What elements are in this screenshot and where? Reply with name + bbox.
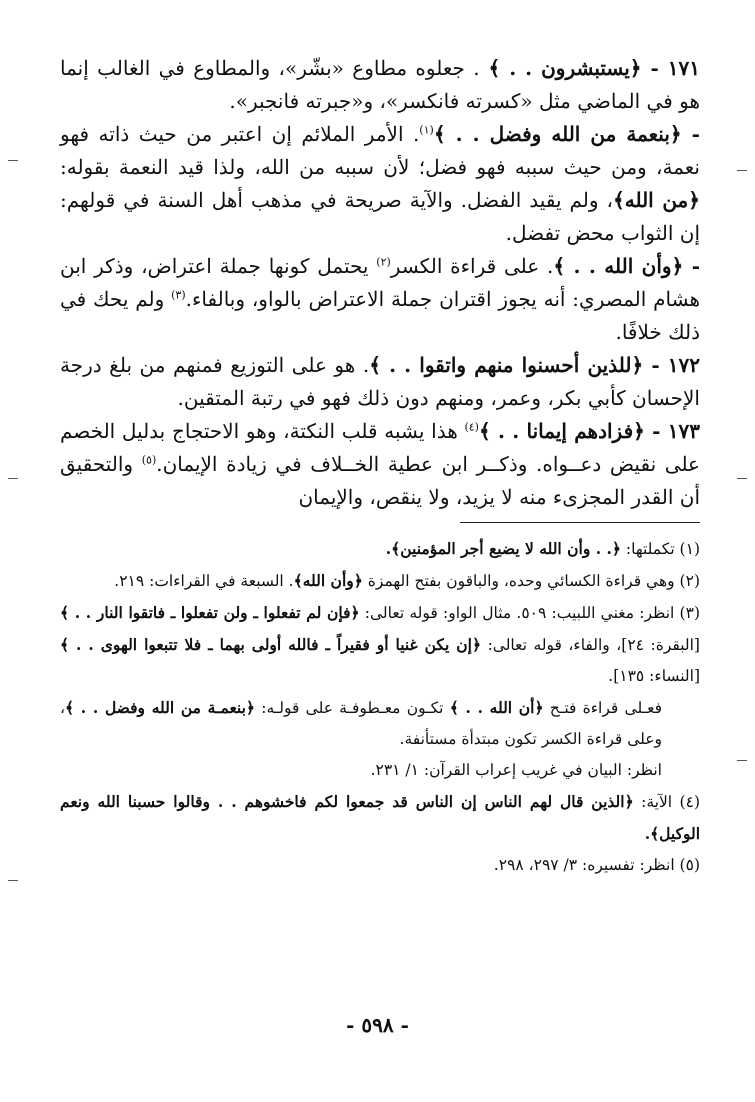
verse-quote: ﴿الذين قال لهم الناس إن الناس قد جمعوا لكم فاخشوهم . . وقالوا حسبنا الله ونعم الوكيل﴾. xyxy=(60,792,700,843)
commentary-text: هذا يشبه قلب النكتة، وهو الاحتجاج بدليل الخصم على نقيض دعــواه. وذكــر ابن عطية الخــلاف في زيادة الإيمان. xyxy=(60,419,700,476)
commentary-text: . هو على التوزيع فمنهم من بلغ درجة الإحسان كأبي بكر، وعمر، ومنهم دون ذلك فهو في رتبة المتقين. xyxy=(60,353,700,410)
verse-quote: ١٧١ - ﴿يستبشرون . . ﴾ xyxy=(479,56,700,80)
margin-mark xyxy=(737,478,747,479)
margin-mark xyxy=(737,760,747,761)
footnote-text: . السبعة في القراءات: ٢١٩. xyxy=(114,572,294,590)
footnote-marker-3[interactable]: (٣) xyxy=(171,288,186,302)
footnote-3-reference xyxy=(60,755,700,786)
footnote-text: [البقرة: ٢٤]، والفاء، قوله تعالى: xyxy=(481,636,700,654)
footnote-text: [النساء: ١٣٥]. xyxy=(608,667,700,685)
paragraph-bi-nimah xyxy=(60,118,700,250)
footnote-text: (٢) وهي قراءة الكسائي وحده، والباقون بفتح الهمزة xyxy=(362,572,700,590)
footnote-3-continued xyxy=(60,692,700,755)
verse-quote: ﴿إن يكن غنيا أو فقيراً ـ فالله أولى بهما ـ فلا تتبعوا الهوى . . ﴾ xyxy=(60,635,482,654)
footnote-3 xyxy=(60,597,700,692)
footnote-2 xyxy=(60,565,700,597)
footnote-marker-2[interactable]: (٢) xyxy=(376,255,391,269)
footnote-text: (٣) انظر: مغني اللبيب: ٥٠٩. مثال الواو: قوله تعالى: xyxy=(359,604,700,622)
footnote-text: (١) تكملتها: xyxy=(620,540,700,558)
main-text xyxy=(60,52,700,514)
footnote-1 xyxy=(60,533,700,565)
margin-mark xyxy=(8,880,18,881)
footnote-text: انظر: البيان في غريب إعراب القرآن: ١/ ٢٣١. xyxy=(370,761,662,779)
paragraph-172 xyxy=(60,349,700,415)
footnote-text: (٥) انظر: تفسيره: ٣/ ٢٩٧، ٢٩٨. xyxy=(493,856,700,874)
verse-quote: ﴿أن الله . . ﴾ xyxy=(449,698,544,717)
verse-quote: ﴿وأن الله﴾ xyxy=(293,571,363,590)
paragraph-173 xyxy=(60,415,700,514)
paragraph-wa-anna-allah xyxy=(60,250,700,349)
verse-quote: - ﴿بنعمة من الله وفضل . . ﴾ xyxy=(433,122,700,146)
footnote-text: (٤) الآية: xyxy=(633,793,700,811)
footnote-text: تكـون معـطوفـة على قولـه: xyxy=(255,699,450,717)
commentary-text: . على قراءة الكسر xyxy=(390,254,554,278)
page-number: - ٥٩٨ - xyxy=(346,1013,409,1037)
commentary-text: يحتمل كونها جملة اعتراض، وذكر ابن هشام المصري: أنه يجوز اقتران جملة الاعتراض بالواو، وبالفاء. xyxy=(60,254,700,311)
verse-quote: ﴿بنعمـة من الله وفضل . . ﴾ xyxy=(65,698,256,717)
margin-mark xyxy=(737,170,747,171)
footnote-text: فعـلى قراءة فتـح xyxy=(543,699,663,717)
verse-quote: ١٧٣ - ﴿فزادهم إيمانا . . ﴾ xyxy=(478,419,700,443)
footnote-4 xyxy=(60,786,700,850)
footnote-marker-1[interactable]: (١) xyxy=(419,123,434,137)
footnote-text: ، وعلى قراءة الكسر تكون مبتدأة مستأنفة. xyxy=(60,699,662,748)
footnotes xyxy=(60,533,700,881)
verse-quote: - ﴿وأن الله . . ﴾ xyxy=(553,254,701,278)
verse-quote: ﴿من الله﴾ xyxy=(613,188,700,212)
footnote-separator xyxy=(460,522,700,523)
verse-quote: ﴿فإن لم تفعلوا ـ ولن تفعلوا ـ فاتقوا النار . . ﴾ xyxy=(60,603,360,622)
commentary-text: ولم يحك في ذلك خلافًا. xyxy=(60,287,700,344)
commentary-text: . جعلوه مطاوع «بشّر»، والمطاوع في الغالب إنما هو في الماضي مثل «كسرته فانكسر»، و«جبرته فانجبر». xyxy=(60,56,700,113)
footnote-5 xyxy=(60,850,700,881)
footnote-marker-4[interactable]: (٤) xyxy=(464,420,479,434)
verse-quote: ﴿. . وأن الله لا يضيع أجر المؤمنين﴾. xyxy=(385,539,621,558)
paragraph-171 xyxy=(60,52,700,118)
margin-mark xyxy=(8,478,18,479)
footnote-marker-5[interactable]: (٥) xyxy=(141,453,157,467)
verse-quote: ١٧٢ - ﴿للذين أحسنوا منهم واتقوا . . ﴾ xyxy=(369,353,700,377)
margin-mark xyxy=(8,160,18,161)
page-body xyxy=(60,52,700,881)
commentary-text: ، ولم يقيد الفضل. والآية صريحة في مذهب أهل السنة في قولهم: إن الثواب محض تفضل. xyxy=(60,188,700,245)
commentary-text: . الأمر الملائم إن اعتبر من حيث ذاته فهو نعمة، ومن حيث سببه فهو فضل؛ لأن سببه من الله، ولذا قيد النعمة بقوله: xyxy=(60,122,700,179)
commentary-text: والتحقيق أن القدر المجزىء منه لا يزيد، ولا ينقص، والإيمان xyxy=(60,452,700,509)
